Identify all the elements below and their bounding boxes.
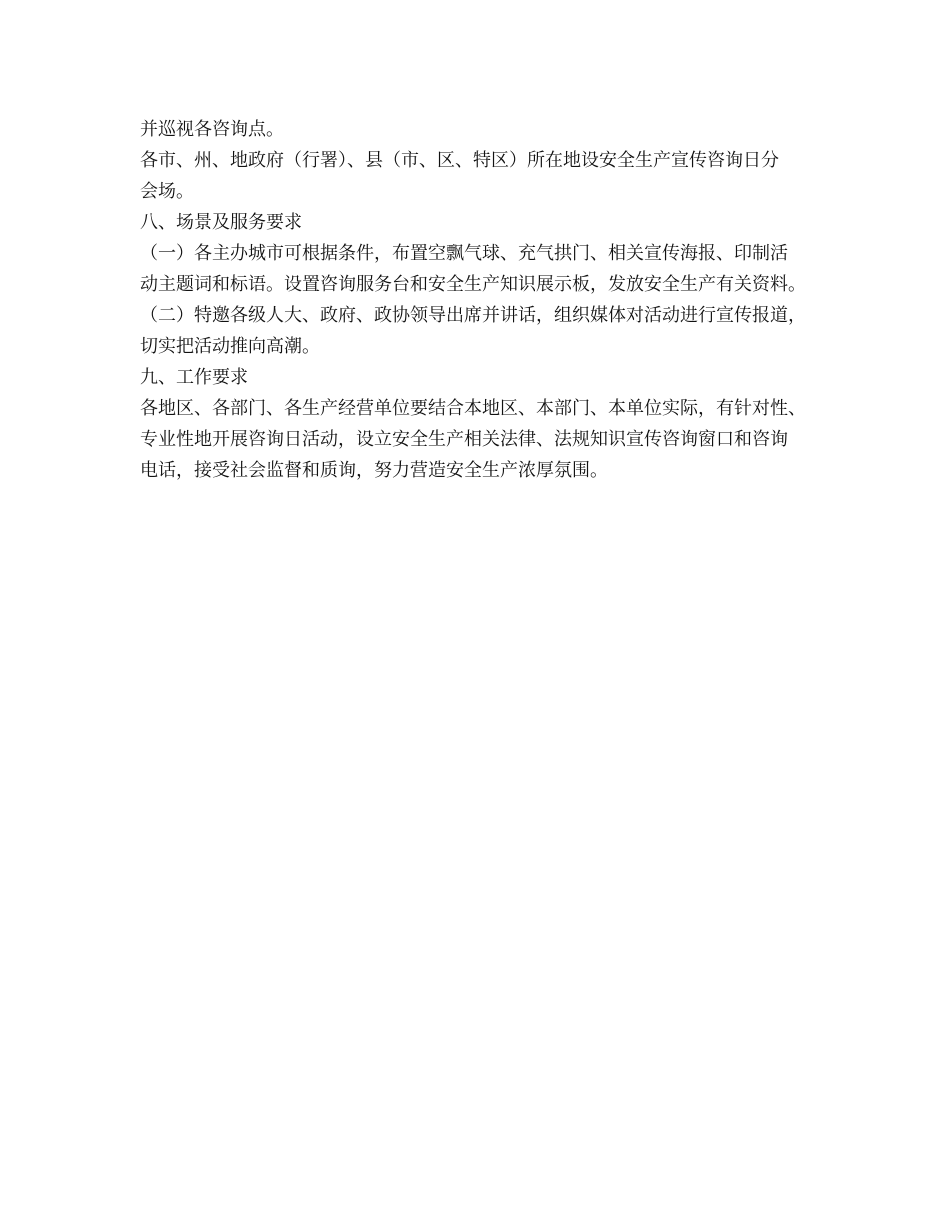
text-line: （一）各主办城市可根据条件，布置空飘气球、充气拱门、相关宣传海报、印制活 [140,243,788,264]
text-line: 各地区、各部门、各生产经营单位要结合本地区、本部门、本单位实际，有针对性、 [140,398,806,419]
text-line: 切实把活动推向高潮。 [140,336,320,357]
text-line: 会场。 [140,181,194,202]
document-body [140,114,830,486]
text-line: （二）特邀各级人大、政府、政协领导出席并讲话，组织媒体对活动进行宣传报道， [140,305,806,326]
text-line: 并巡视各咨询点。 [140,119,284,140]
text-line: 电话，接受社会监督和质询，努力营造安全生产浓厚氛围。 [140,460,608,481]
text-line: 专业性地开展咨询日活动，设立安全生产相关法律、法规知识宣传咨询窗口和咨询 [140,429,788,450]
text-line: 动主题词和标语。设置咨询服务台和安全生产知识展示板，发放安全生产有关资料。 [140,274,806,295]
text-line: 各市、州、地政府（行署）、县（市、区、特区）所在地设安全生产宣传咨询日分 [140,150,779,171]
section-heading: 八、场景及服务要求 [140,212,302,233]
section-heading: 九、工作要求 [140,367,248,388]
